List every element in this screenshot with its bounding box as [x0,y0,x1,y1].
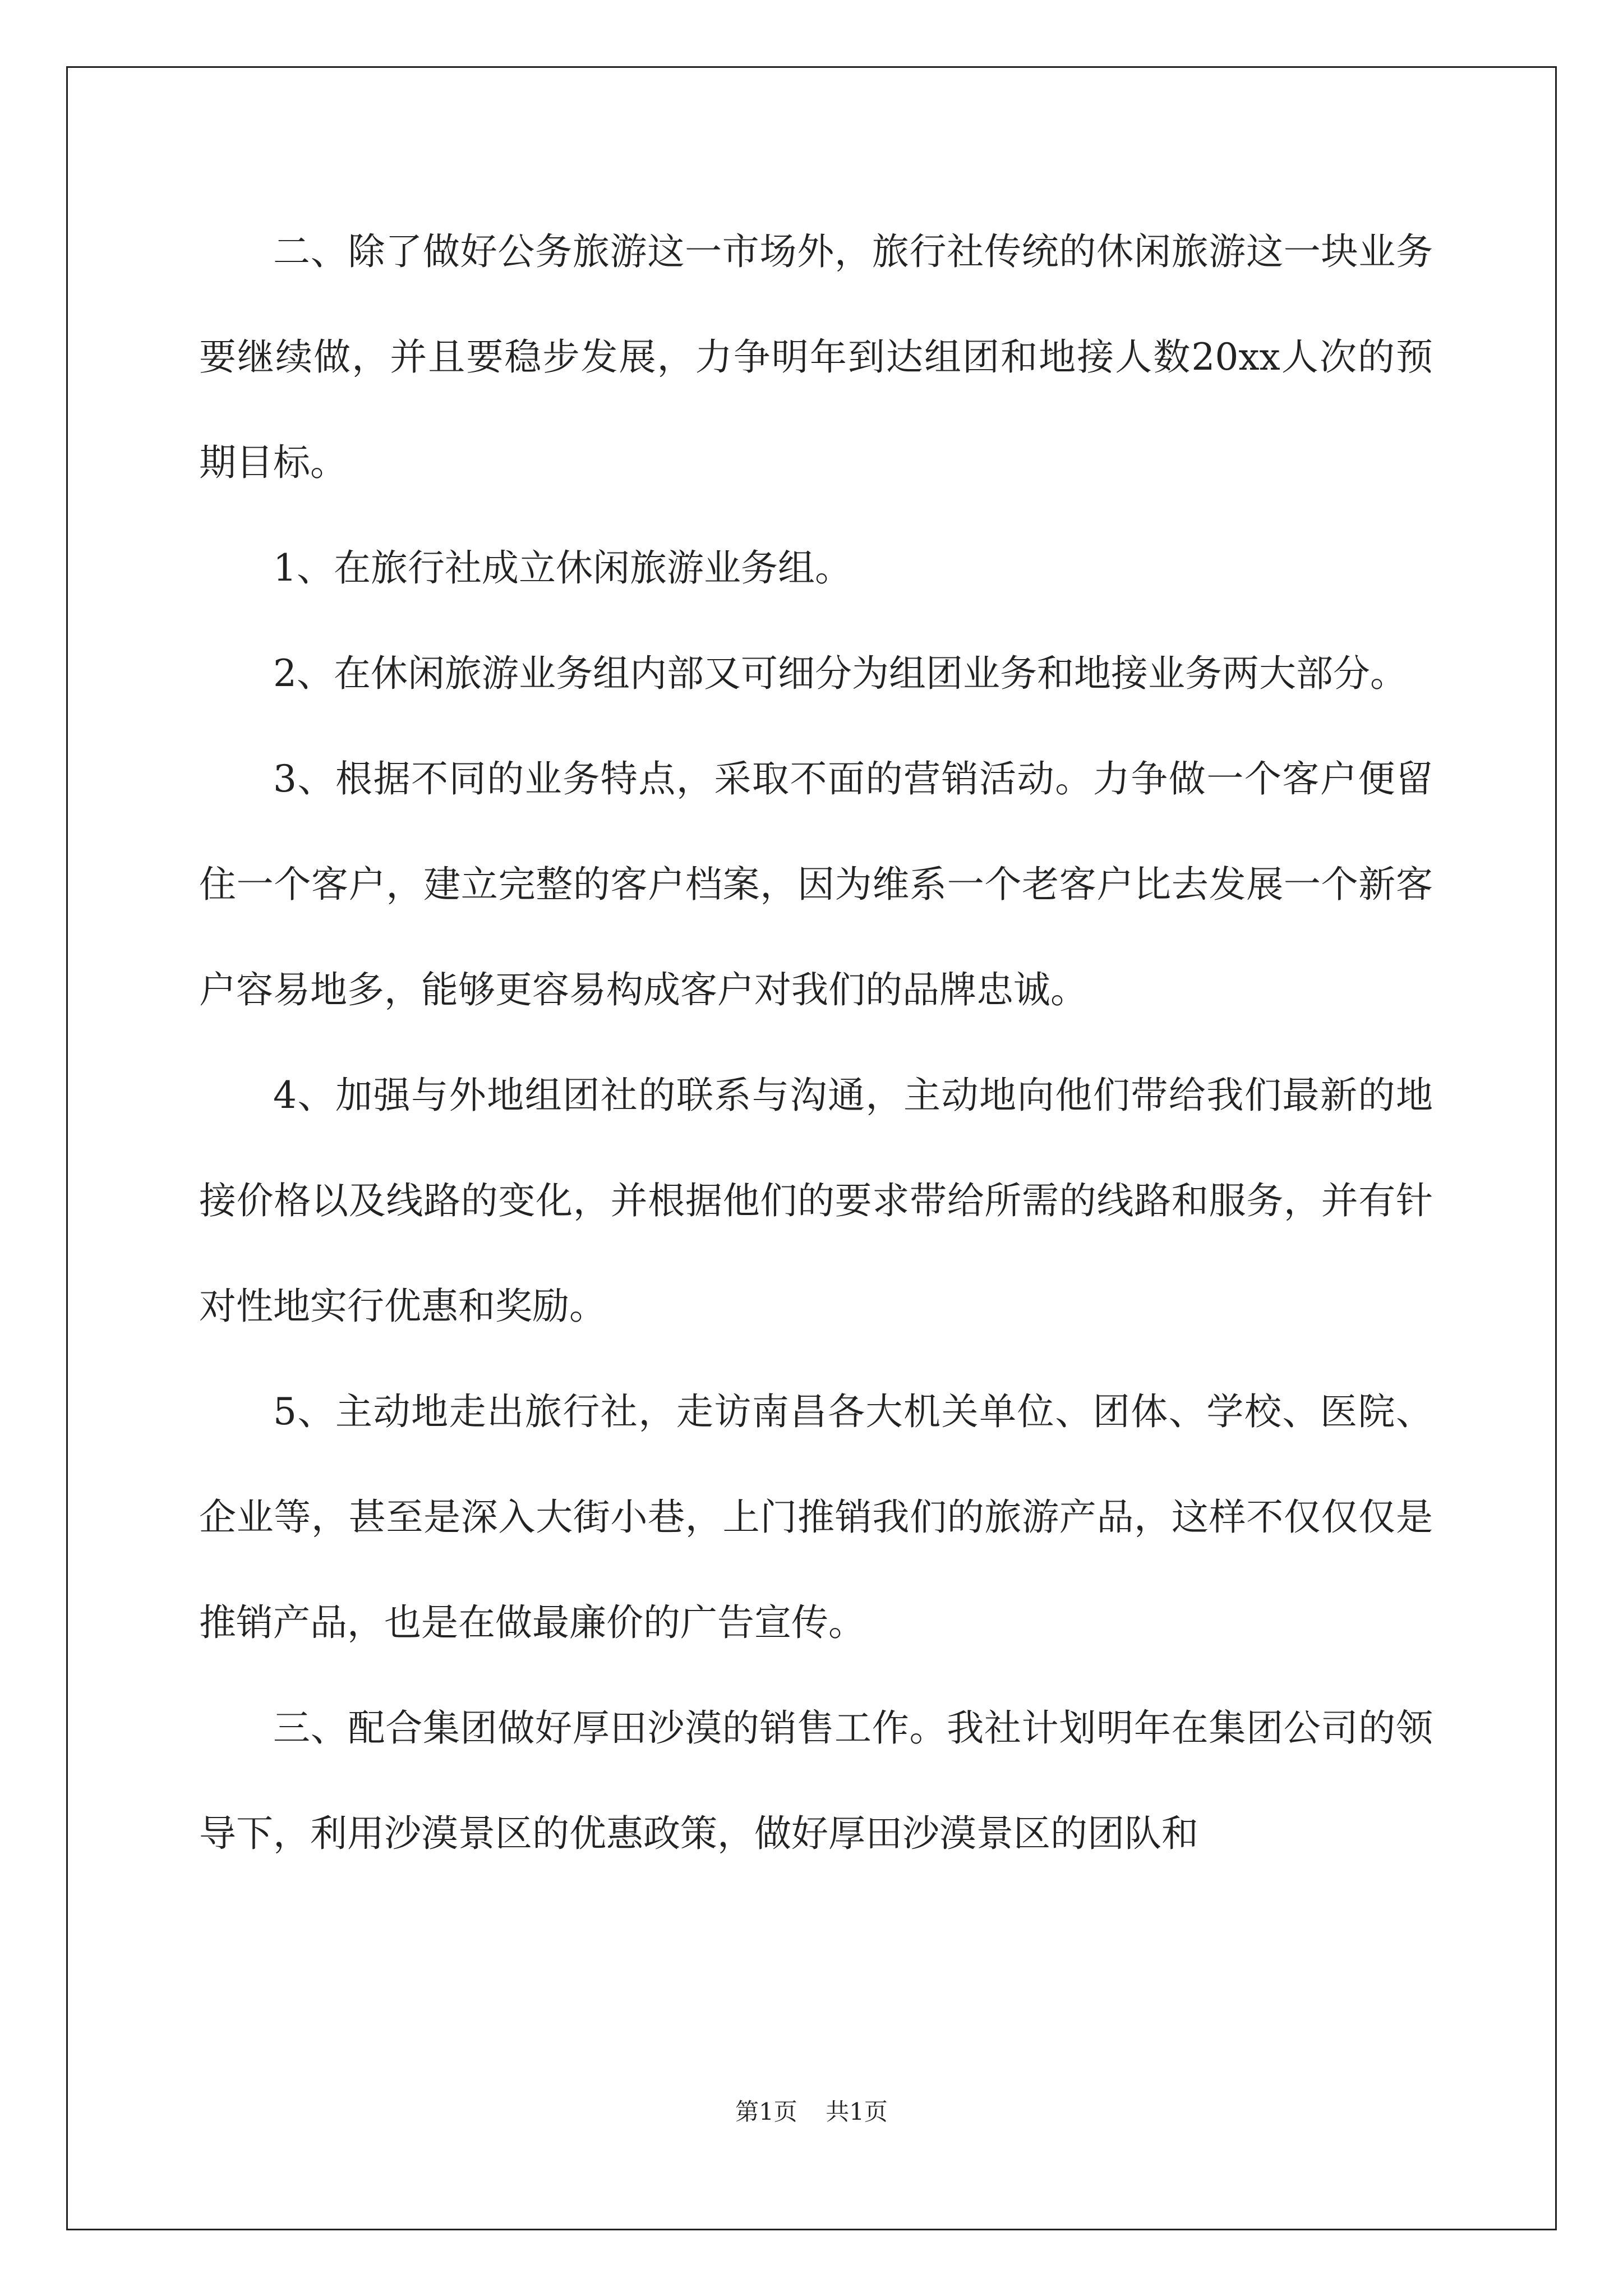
document-body [199,199,1433,1887]
page-footer [0,2095,1623,2129]
page-number-current: 第1页 [735,2098,797,2125]
paragraph: 二、除了做好公务旅游这一市场外，旅行社传统的休闲旅游这一块业务要继续做，并且要稳步发展，力争明年到达组团和地接人数20xx人次的预期目标。 [199,230,1433,484]
page-number-total: 共1页 [826,2098,888,2125]
paragraph: 2、在休闲旅游业务组内部又可细分为组团业务和地接业务两大部分。 [273,652,1407,695]
paragraph: 三、配合集团做好厚田沙漠的销售工作。我社计划明年在集团公司的领导下，利用沙漠景区的优惠政策，做好厚田沙漠景区的团队和 [199,1706,1433,1855]
paragraph: 1、在旅行社成立休闲旅游业务组。 [273,546,852,590]
paragraph: 4、加强与外地组团社的联系与沟通，主动地向他们带给我们最新的地接价格以及线路的变化，并根据他们的要求带给所需的线路和服务，并有针对性地实行优惠和奖励。 [199,1074,1433,1328]
paragraph: 5、主动地走出旅行社，走访南昌各大机关单位、团体、学校、医院、企业等，甚至是深入大街小巷，上门推销我们的旅游产品，这样不仅仅仅是推销产品，也是在做最廉价的广告宣传。 [199,1390,1433,1644]
paragraph: 3、根据不同的业务特点，采取不面的营销活动。力争做一个客户便留住一个客户，建立完整的客户档案，因为维系一个老客户比去发展一个新客户容易地多，能够更容易构成客户对我们的品牌忠诚。 [199,757,1433,1011]
